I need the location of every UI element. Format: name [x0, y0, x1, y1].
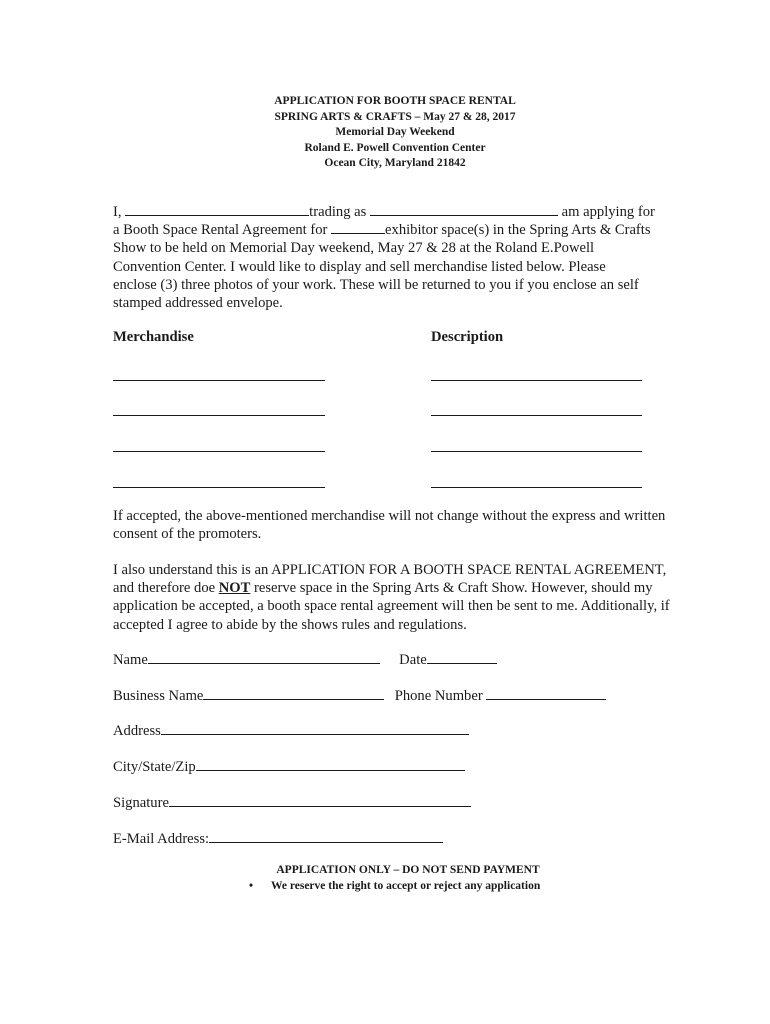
signature-field[interactable]	[169, 793, 471, 807]
intro-trading-as: trading as	[309, 204, 367, 220]
payment-notice: APPLICATION ONLY – DO NOT SEND PAYMENT	[276, 864, 540, 876]
business-name-label: Business Name	[113, 688, 204, 704]
intro-line3: Show to be held on Memorial Day weekend, May 27 & 28 at the Roland E.Powell	[113, 240, 595, 257]
phone-number-label: Phone Number	[394, 688, 483, 704]
intro-applying-for: am applying for	[561, 204, 655, 220]
email-label: E-Mail Address:	[113, 831, 210, 847]
acceptance-paragraph	[113, 507, 693, 543]
merchandise-line-4[interactable]	[113, 487, 325, 488]
form-title: APPLICATION FOR BOOTH SPACE RENTAL	[274, 95, 516, 107]
name-field[interactable]	[148, 650, 380, 664]
acceptance-line1: If accepted, the above-mentioned merchandise will not change without the express and written	[113, 508, 666, 524]
address-row	[113, 721, 469, 740]
understanding-line4: accepted I agree to abide by the shows rules and regulations.	[113, 616, 467, 633]
phone-number-field[interactable]	[486, 686, 606, 700]
city-state-zip-row	[113, 757, 465, 776]
acceptance-line2: consent of the promoters.	[113, 526, 262, 543]
date-field[interactable]	[427, 650, 497, 664]
understanding-line2-start: and therefore doe	[113, 580, 219, 597]
applicant-name-blank[interactable]	[125, 203, 309, 216]
understanding-paragraph	[113, 561, 693, 634]
merchandise-line-2[interactable]	[113, 415, 325, 416]
city-state-zip-label: City/State/Zip	[113, 759, 196, 775]
signature-row	[113, 793, 471, 812]
merchandise-line-1[interactable]	[113, 380, 325, 381]
merchandise-line-3[interactable]	[113, 451, 325, 452]
venue-name: Roland E. Powell Convention Center	[304, 141, 486, 154]
business-phone-row	[113, 686, 606, 705]
bullet-icon: •	[249, 880, 254, 892]
name-label: Name	[113, 652, 148, 668]
description-heading: Description	[431, 329, 504, 345]
description-line-4[interactable]	[431, 487, 642, 488]
intro-line4: Convention Center. I would like to display and sell merchandise listed below. Please	[113, 258, 606, 275]
description-line-1[interactable]	[431, 380, 642, 381]
email-row	[113, 829, 443, 848]
space-count-blank[interactable]	[331, 221, 385, 234]
form-header	[0, 94, 770, 172]
signature-label: Signature	[113, 795, 169, 811]
intro-paragraph	[113, 203, 673, 312]
description-line-3[interactable]	[431, 451, 642, 452]
understanding-line1: I also understand this is an APPLICATION FOR A BOOTH SPACE RENTAL AGREEMENT,	[113, 562, 667, 578]
name-date-row	[113, 650, 497, 669]
business-name-field[interactable]	[203, 686, 384, 700]
description-line-2[interactable]	[431, 415, 642, 416]
intro-line5: enclose (3) three photos of your work. These will be returned to you if you enclose an self	[113, 276, 639, 293]
event-name: SPRING ARTS & CRAFTS – May 27 & 28, 2017	[274, 110, 516, 123]
not-emphasis: NOT	[218, 580, 251, 597]
city-state-zip-field[interactable]	[196, 757, 465, 771]
email-field[interactable]	[209, 829, 443, 843]
understanding-line3: application be accepted, a booth space rental agreement will then be sent to me. Additionally, if	[113, 598, 670, 615]
address-field[interactable]	[161, 721, 469, 735]
merchandise-heading: Merchandise	[113, 329, 194, 345]
intro-line2-start: a Booth Space Rental Agreement for	[113, 222, 328, 239]
intro-i: I,	[113, 204, 122, 220]
venue-location: Ocean City, Maryland 21842	[324, 157, 466, 169]
intro-line2-end: exhibitor space(s) in the Spring Arts & Crafts	[385, 222, 651, 239]
event-weekend: Memorial Day Weekend	[335, 126, 455, 138]
address-label: Address	[113, 723, 161, 739]
trading-as-blank[interactable]	[370, 203, 558, 216]
reserve-right-text: We reserve the right to accept or reject any application	[271, 880, 541, 892]
intro-line6: stamped addressed envelope.	[113, 295, 283, 312]
date-label: Date	[399, 652, 427, 668]
reserve-right-item	[249, 880, 540, 892]
understanding-line2-end: reserve space in the Spring Arts & Craft Show. However, should my	[250, 580, 653, 597]
